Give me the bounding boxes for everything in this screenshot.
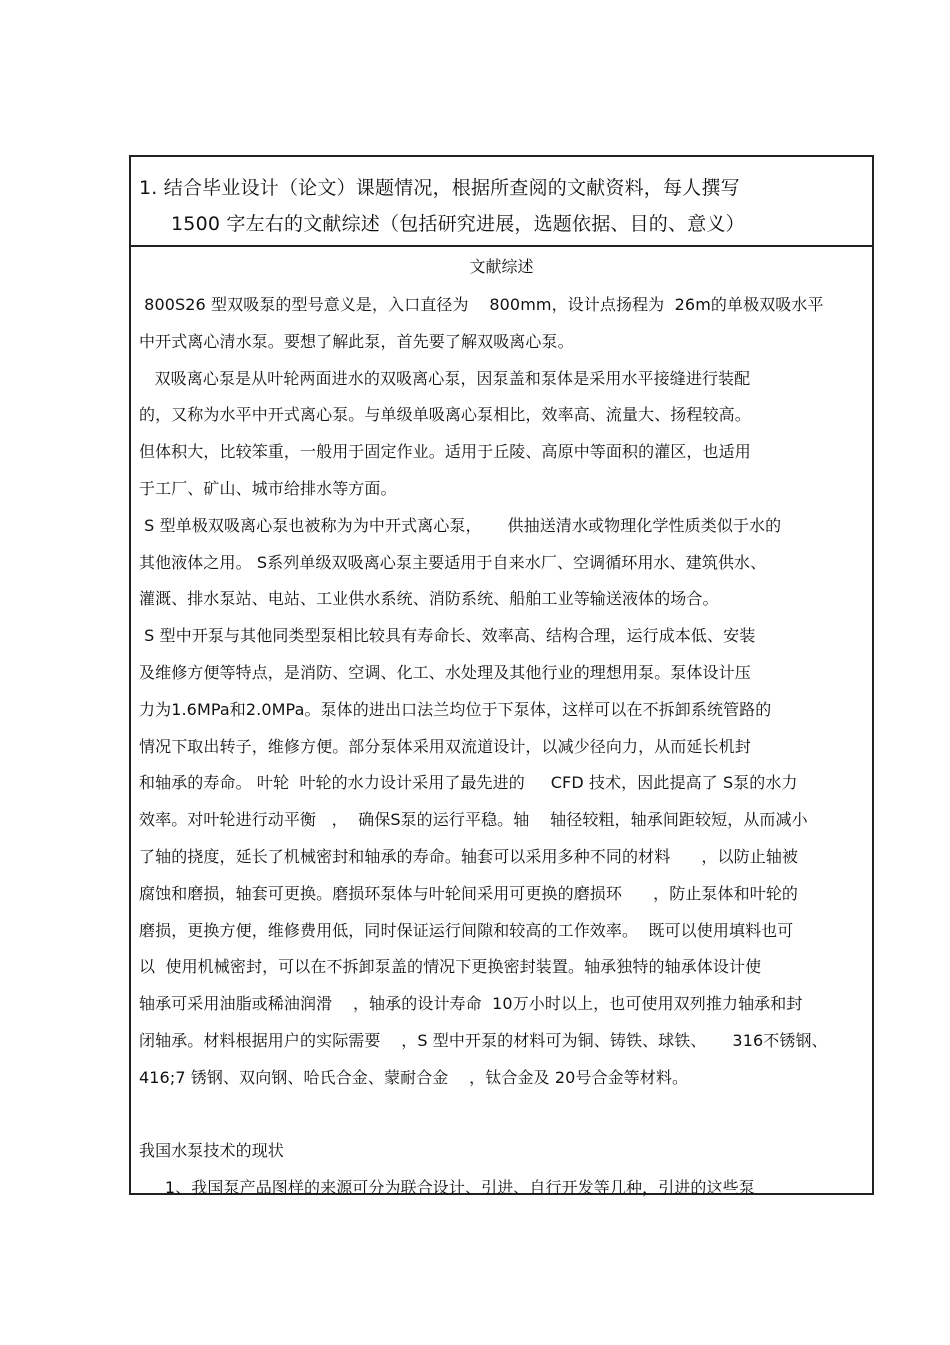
text-line: 其他液体之用。 S系列单级双吸离心泵主要适用于自来水厂、空调循环用水、建筑供水、	[139, 552, 767, 572]
text-line: 1、我国泵产品图样的来源可分为联合设计、引进、自行开发等几种，引进的这些泵	[139, 1178, 755, 1198]
text-line: 及维修方便等特点，是消防、空调、化工、水处理及其他行业的理想用泵。泵体设计压	[139, 663, 751, 682]
text-line: S 型单极双吸离心泵也被称为为中开式离心泵， 供抽送清水或物理化学性质类似于水的	[139, 515, 782, 535]
text-line: 800S26 型双吸泵的型号意义是，入口直径为 800mm，设计点扬程为 26m的单极双吸水平	[139, 295, 824, 314]
text-line: 了轴的挠度，延长了机械密封和轴承的寿命。轴套可以采用多种不同的材料 ，以防止轴被	[139, 847, 799, 866]
text-line: S 型中开泵与其他同类型泵相比较具有寿命长、效率高、结构合理，运行成本低、安装	[139, 626, 756, 646]
question-line-1: 1. 结合毕业设计（论文）课题情况，根据所查阅的文献资料，每人撰写	[139, 177, 740, 199]
text-line: 磨损，更换方便，维修费用低，同时保证运行间隙和较高的工作效率。 既可以使用填料也可	[139, 920, 794, 940]
text-line: 腐蚀和磨损，轴套可更换。磨损环泵体与叶轮间采用可更换的磨损环 ，防止泵体和叶轮的	[139, 883, 799, 903]
section-title: 文献综述	[469, 257, 534, 276]
text-line: 闭轴承。材料根据用户的实际需要 ，S 型中开泵的材料可为铜、铸铁、球铁、 316不锈钢、	[139, 1031, 828, 1050]
text-line: 力为1.6MPa和2.0MPa。泵体的进出口法兰均位于下泵体，这样可以在不拆卸系统管路的	[139, 699, 772, 719]
question-line-2: 1500 字左右的文献综述（包括研究进展，选题依据、目的、意义）	[171, 213, 745, 235]
text-line: 情况下取出转子，维修方便。部分泵体采用双流道设计，以减少径向力，从而延长机封	[139, 736, 751, 756]
text-line: 双吸离心泵是从叶轮两面进水的双吸离心泵，因泵盖和泵体是采用水平接缝进行装配	[139, 368, 751, 388]
text-line: 和轴承的寿命。 叶轮 叶轮的水力设计采用了最先进的 CFD 技术，因此提高了 S泵的水力	[139, 773, 798, 793]
text-line: 我国水泵技术的现状	[139, 1141, 284, 1161]
text-line: 轴承可采用油脂或稀油润滑 ，轴承的设计寿命 10万小时以上，也可使用双列推力轴承和封	[139, 994, 803, 1014]
text-line: 于工厂、矿山、城市给排水等方面。	[139, 479, 397, 498]
text-line: 但体积大，比较笨重，一般用于固定作业。适用于丘陵、高原中等面积的灌区，也适用	[139, 442, 751, 462]
text-line: 灌溉、排水泵站、电站、工业供水系统、消防系统、船舶工业等输送液体的场合。	[139, 589, 719, 609]
text-line: 的，又称为水平中开式离心泵。与单级单吸离心泵相比，效率高、流量大、扬程较高。	[139, 405, 751, 425]
text-line: 效率。对叶轮进行动平衡 ， 确保S泵的运行平稳。轴 轴径较粗，轴承间距较短，从而减小	[139, 810, 808, 830]
text-line: 416;7 锈钢、双向钢、哈氏合金、蒙耐合金 ，钛合金及 20号合金等材料。	[139, 1067, 689, 1087]
question-header	[131, 157, 872, 247]
document-table	[129, 155, 874, 1198]
text-line: 中开式离心清水泵。要想了解此泵，首先要了解双吸离心泵。	[139, 331, 574, 351]
text-line: 以 使用机械密封，可以在不拆卸泵盖的情况下更换密封装置。轴承独特的轴承体设计使	[139, 957, 762, 977]
